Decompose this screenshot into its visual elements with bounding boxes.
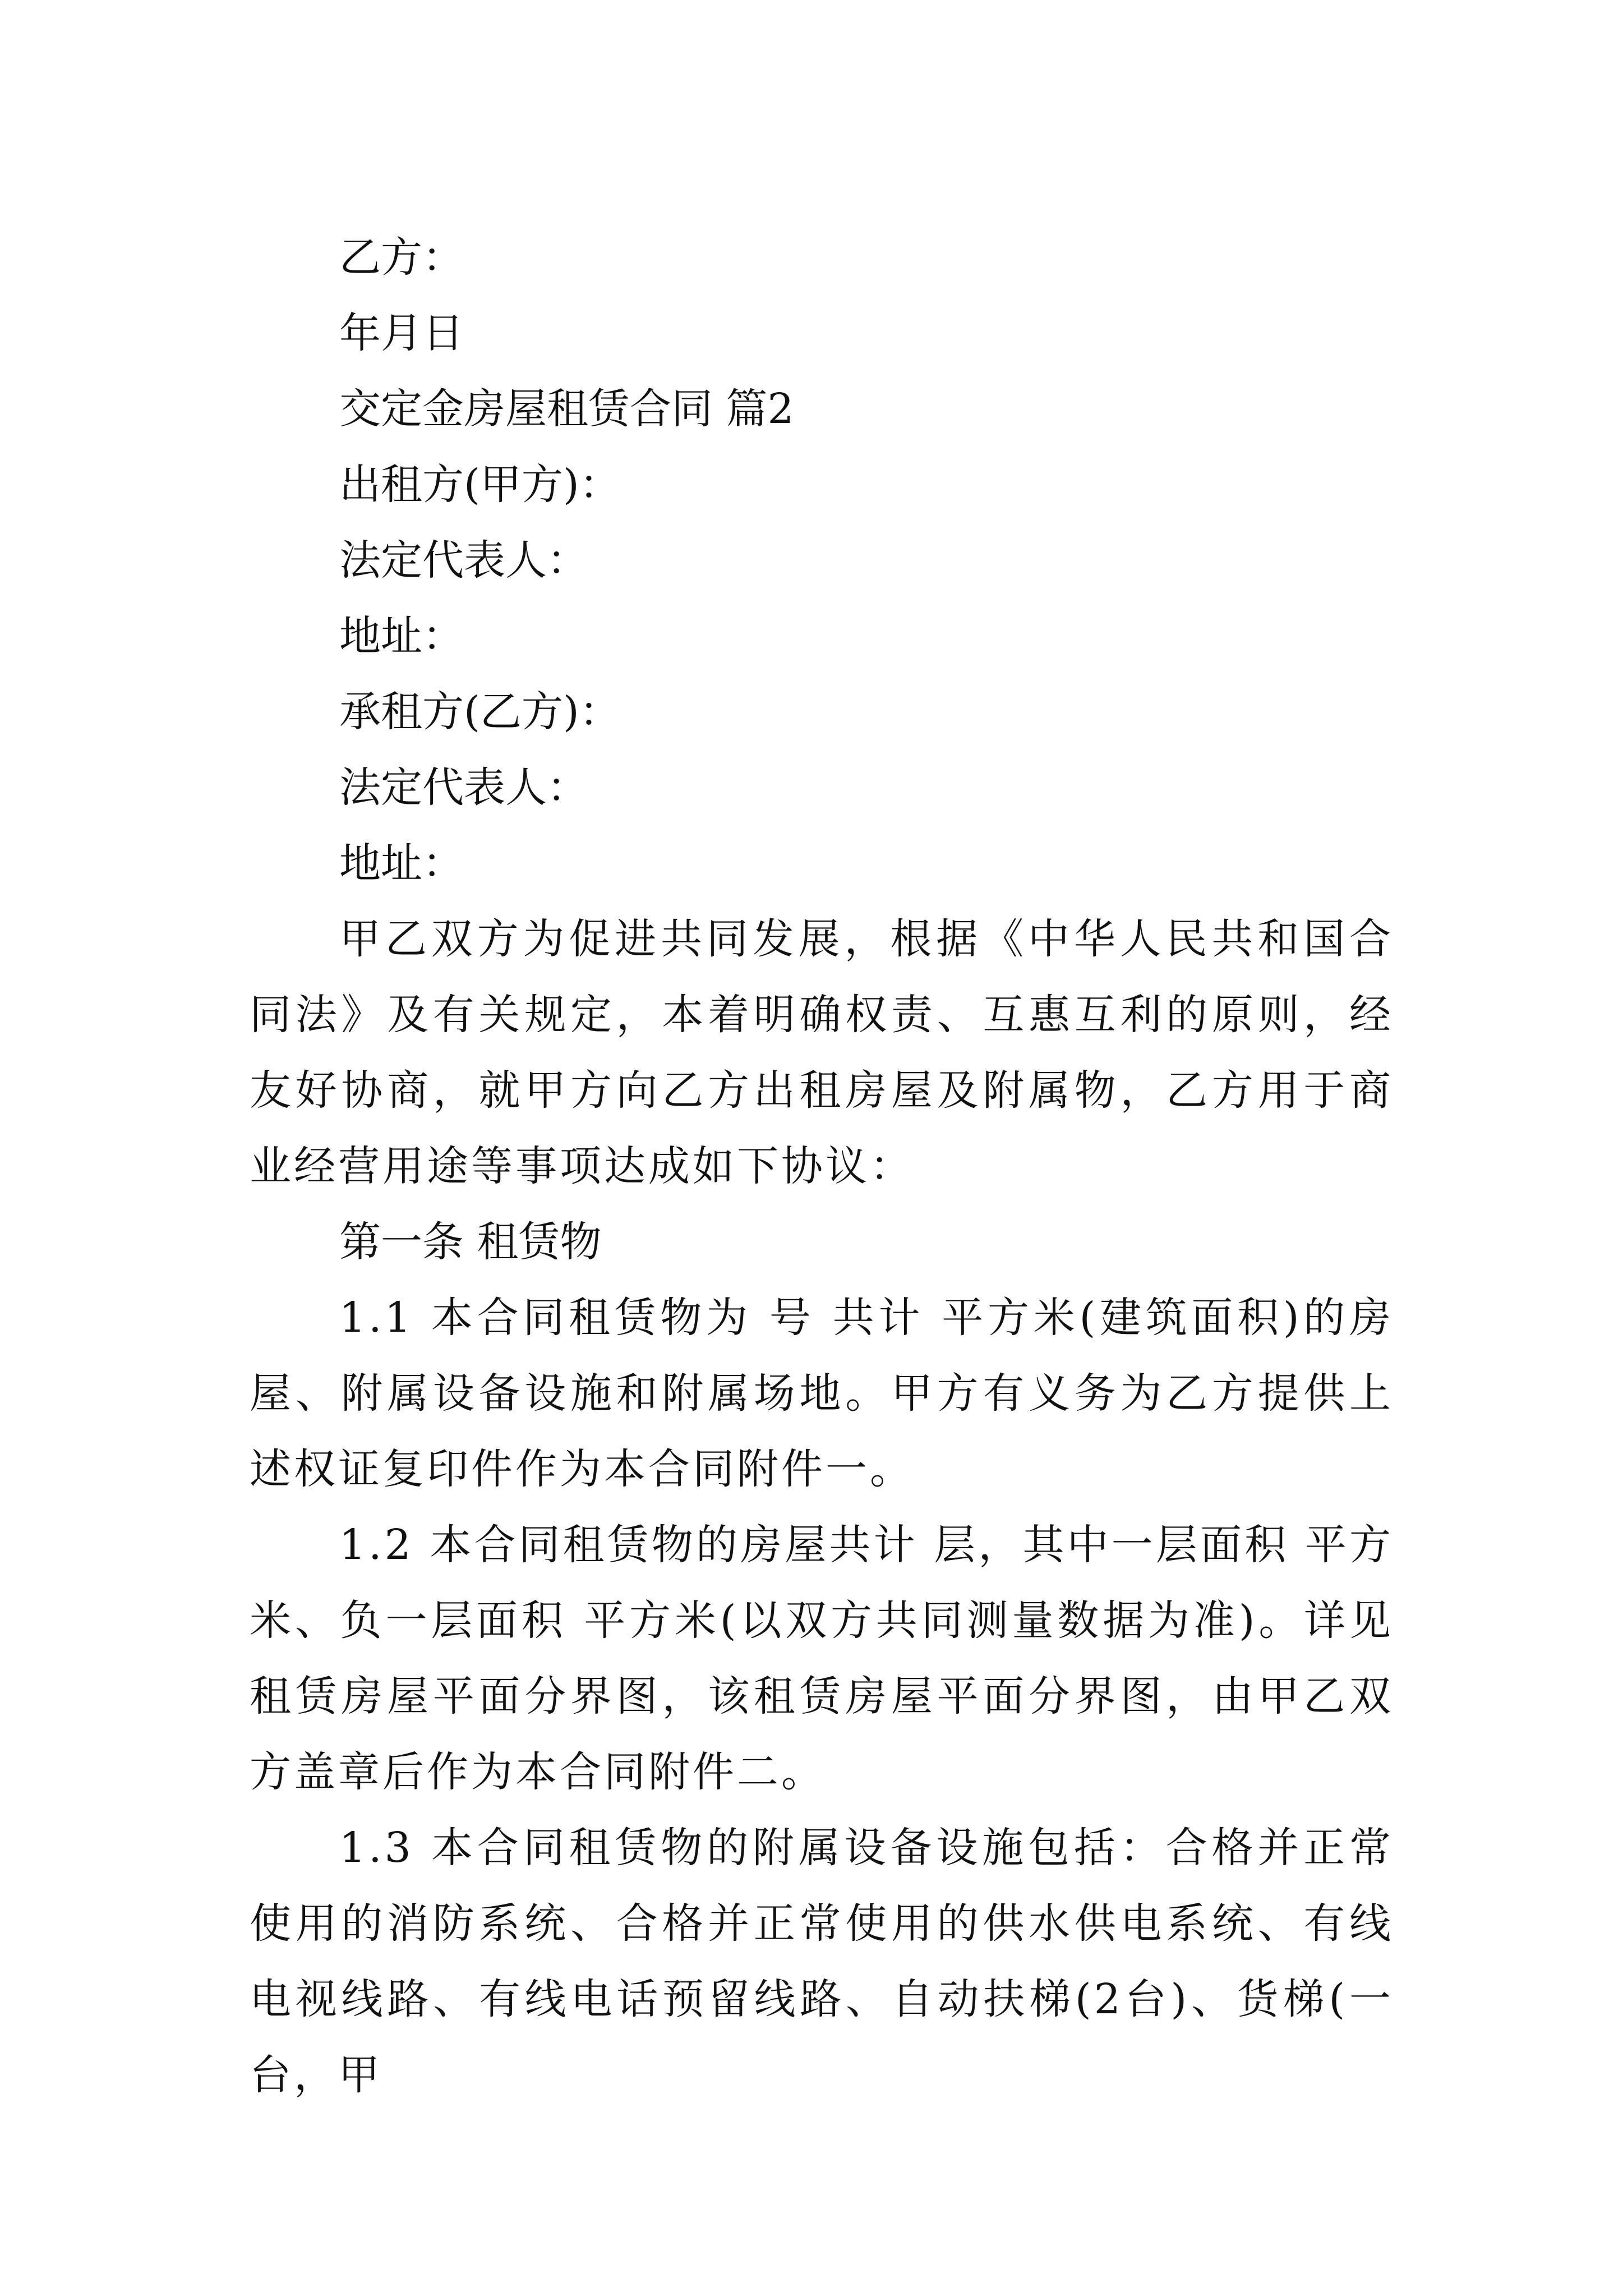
lessor-address-line: 地址： — [339, 612, 464, 660]
lessor-representative-line: 法定代表人： — [339, 536, 588, 585]
intro-paragraph: 甲乙双方为促进共同发展，根据《中华人民共和国合同法》及有关规定，本着明确权责、互惠互利的原则，经友好协商，就甲方向乙方出租房屋及附属物，乙方用于商业经营用途等事项达成如下协议： — [250, 915, 1394, 1190]
lessee-line: 承租方(乙方)： — [339, 688, 621, 736]
clause-1-1: 1.1 本合同租赁物为 号 共计 平方米(建筑面积)的房屋、附属设备设施和附属场地。甲方有义务为乙方提供上述权证复印件作为本合同附件一。 — [250, 1294, 1394, 1493]
date-line: 年月日 — [339, 309, 464, 357]
clause-1-3: 1.3 本合同租赁物的附属设备设施包括：合格并正常使用的消防系统、合格并正常使用的供水供电系统、有线电视线路、有线电话预留线路、自动扶梯(2台)、货梯(一台，甲 — [250, 1824, 1394, 2099]
article-1-heading: 第一条 租赁物 — [339, 1218, 602, 1266]
clause-1-2: 1.2 本合同租赁物的房屋共计 层，其中一层面积 平方米、负一层面积 平方米(以双方共同测量数据为准)。详见租赁房屋平面分界图，该租赁房屋平面分界图，由甲乙双方盖章后作为本合同附件二。 — [250, 1521, 1394, 1796]
lessee-address-line: 地址： — [339, 839, 464, 887]
document-body — [250, 220, 1394, 2113]
lessor-line: 出租方(甲方)： — [339, 461, 621, 509]
party-b-signature-line: 乙方： — [339, 233, 464, 282]
lessee-representative-line: 法定代表人： — [339, 763, 588, 812]
contract-title: 交定金房屋租赁合同 篇2 — [339, 385, 794, 433]
